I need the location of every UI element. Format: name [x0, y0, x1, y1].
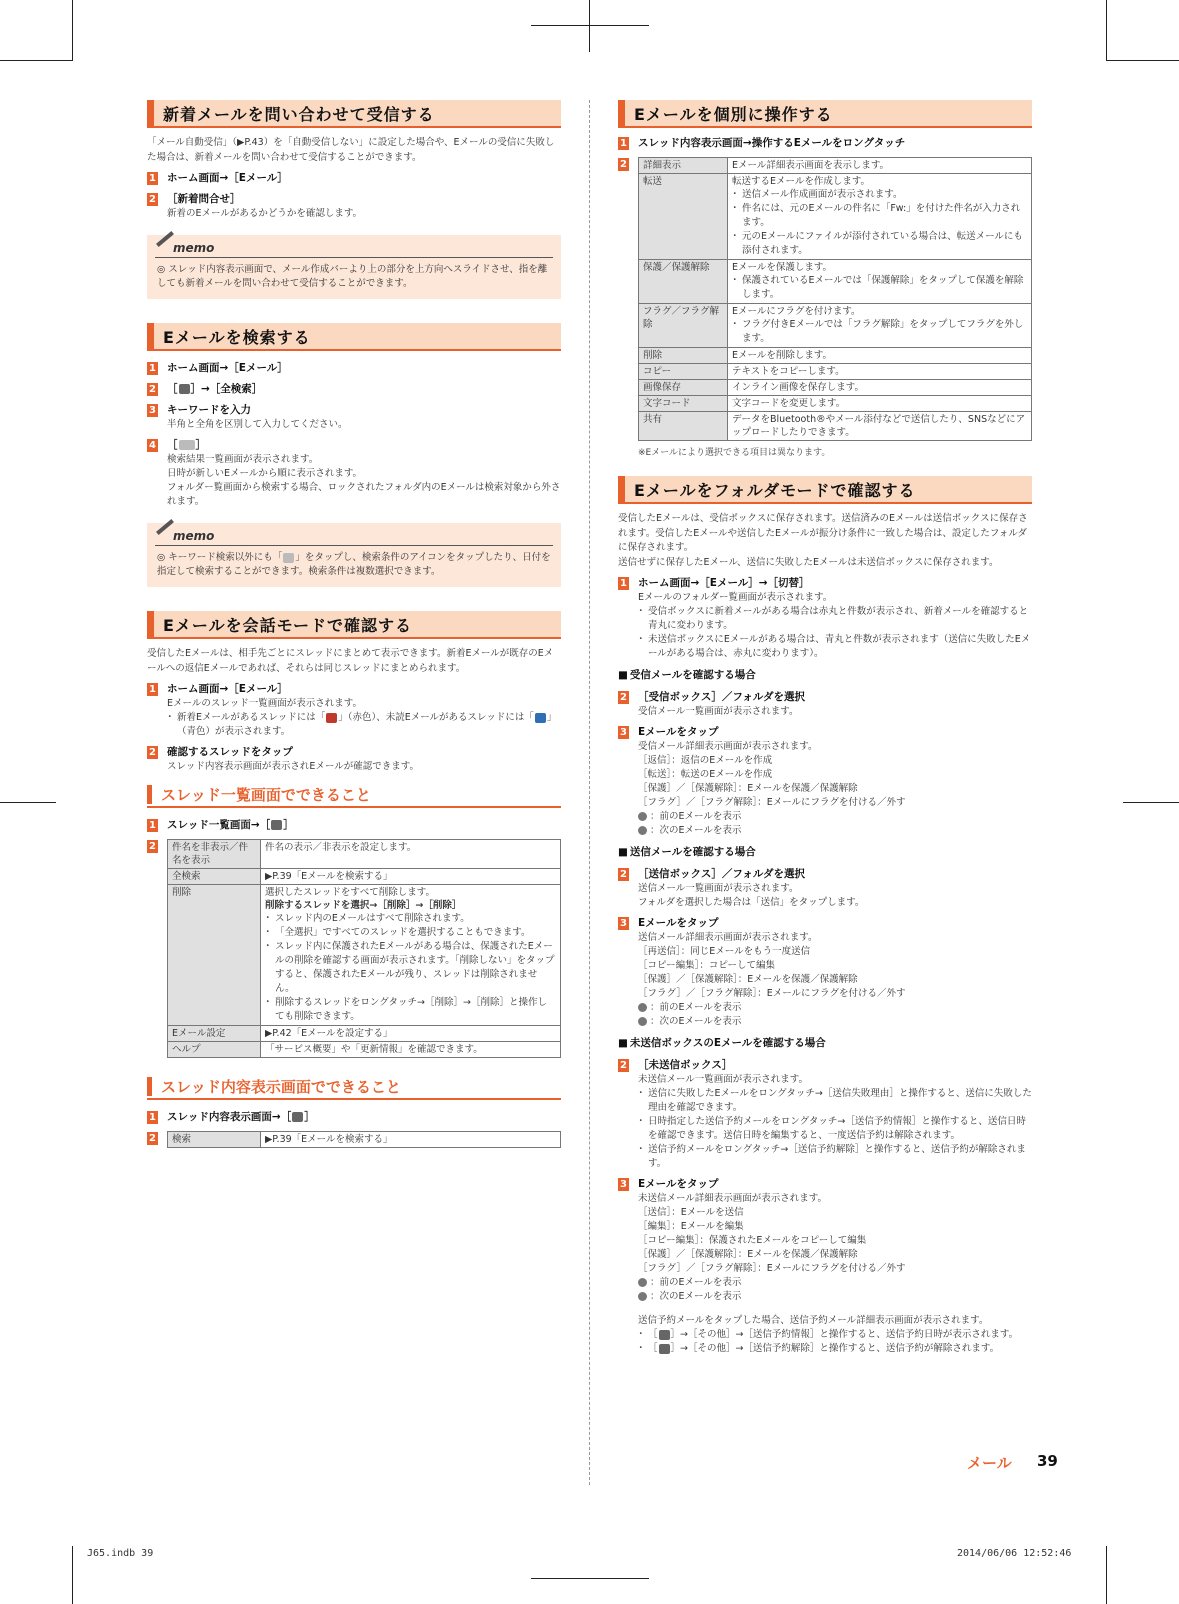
pen-icon [156, 519, 174, 535]
crop-mark [1106, 0, 1107, 60]
chevron-down-icon [283, 553, 294, 563]
step: 1 スレッド内容表示画面→操作するEメールをロングタッチ [618, 136, 1032, 151]
note-text: ※Eメールにより選択できる項目は異なります。 [638, 448, 831, 458]
subheading: ■ 送信メールを確認する場合 [618, 844, 1032, 859]
next-arrow-icon [638, 1003, 647, 1012]
crop-mark [531, 1578, 649, 1579]
step: 2 ［送信ボックス］／フォルダを選択 送信メール一覧画面が表示されます。 フォルダを選択した場合は「送信」をタップします。 [618, 867, 1032, 910]
unread-mail-icon [535, 713, 546, 723]
options-table: 件名を非表示／件名を表示 件名の表示／非表示を設定します。 全検索 ▶P.39「Eメールを検索する」 削除 選択したスレッドをすべて削除します。 削除するスレッドを選択→［削除］→［削除］ ・ スレッド内のEメールはすべて削除されます。 ・ 「全選択」ですべてのスレッドを選択することもできます。 ・ スレッド内に保護されたEメールがある場合は、保護されたEメールの削除を確認する画面が表示されます。「削除しない」をタップすると、保護されたEメールが残り、スレッドは削除されません。 ・ 削除するスレッドをロングタッチ→［削除］→［削除］と操作しても削除できます。 Eメール設定 ▶P.42「Eメールを設定する」 ヘルプ 「サービス概要」や「更新情報」を確認できます。 [167, 839, 561, 1058]
subheading: ■ 未送信ボックスのEメールを確認する場合 [618, 1035, 1032, 1050]
left-column [147, 100, 561, 1154]
crop-mark [1123, 802, 1179, 803]
step: 4 ［ ］ 検索結果一覧画面が表示されます。 日時が新しいEメールから順に表示されます。 フォルダー覧画面から検索する場合、ロックされたフォルダ内のEメールは検索対象から外されます。 [147, 438, 561, 509]
step: 1 スレッド内容表示画面→［ ］ [147, 1110, 561, 1125]
intro-text: 受信したEメールは、受信ボックスに保存されます。送信済みのEメールは送信ボックスに保存されます。受信したEメールや送信したEメールが振分け条件に一致した場合は、設定したフォルダに保存されます。 [618, 513, 1028, 553]
section-title: 新着メールを問い合わせて受信する [163, 105, 435, 124]
options-table: 検索 ▶P.39「Eメールを検索する」 [167, 1131, 561, 1148]
crop-mark [1106, 60, 1179, 61]
section-header: Eメールを検索する [147, 323, 561, 349]
crop-mark [0, 60, 73, 61]
subheading: ■ 受信メールを確認する場合 [618, 667, 1032, 682]
right-column [618, 100, 1032, 1362]
section-header [147, 100, 561, 126]
step: 1 ホーム画面→［Eメール］ [147, 171, 561, 186]
intro-text: 受信したEメールは、相手先ごとにスレッドにまとめて表示できます。新着Eメールが既存のEメールへの返信Eメールであれば、それらは同じスレッドにまとめられます。 [147, 648, 554, 674]
step: 3 Eメールをタップ 送信メール詳細表示画面が表示されます。 ［再送信］：同じEメールをもう一度送信 ［コピー編集］：コピーして編集 ［保護］／［保護解除］：Eメールを保護／保護解除 ［フラグ］／［フラグ解除］：Eメールにフラグを付ける／外す ：前のEメールを表示 ：次のEメールを表示 [618, 916, 1032, 1029]
search-icon [179, 440, 195, 450]
crop-mark [72, 0, 73, 60]
step: 2 検索 ▶P.39「Eメールを検索する」 [147, 1131, 561, 1148]
next-arrow-icon [638, 1278, 647, 1287]
menu-icon [292, 1112, 303, 1122]
intro-text: 送信せずに保存したEメール、送信に失敗したEメールは未送信ボックスに保存されます。 [618, 556, 999, 568]
section-header: Eメールを個別に操作する [618, 100, 1032, 126]
memo-box: memo ◎ スレッド内容表示画面で、メール作成バーより上の部分を上方向へスライドさせ、指を離しても新着メールを問い合わせて受信することができます。 [147, 235, 561, 299]
section-header: Eメールを会話モードで確認する [147, 611, 561, 637]
step: 3 Eメールをタップ 未送信メール詳細表示画面が表示されます。 ［送信］：Eメールを送信 ［編集］：Eメールを編集 ［コピー編集］：保護されたEメールをコピーして編集 ［保護］／［保護解除］：Eメールを保護／保護解除 ［フラグ］／［フラグ解除］：Eメールにフラグを付ける／外す ：前のEメールを表示 ：次のEメールを表示 送信予約メールをタップした場合、送信予約メール詳細表示画面が表示されます。 ・ ［ ］→［その他］→［送信予約情報］と操作すると、送信予約日時が表示されます。 ・ ［ ］→［その他］→［送信予約解除］と操作すると、送信予約が解除されます。 [618, 1177, 1032, 1356]
step: 2 ［ ］→［全検索］ [147, 382, 561, 397]
footer-section-title: メール [967, 1454, 1012, 1472]
subsection-header: スレッド内容表示画面でできること [147, 1076, 561, 1100]
crop-mark [589, 0, 590, 52]
pen-icon [156, 231, 174, 247]
subsection-header: スレッド一覧画面でできること [147, 784, 561, 808]
page-number: 39 [1037, 1452, 1058, 1470]
step: 1 ホーム画面→［Eメール］ Eメールのスレッド一覧画面が表示されます。 ・ 新着Eメールがあるスレッドには「 」（赤色）、未読Eメールがあるスレッドには「 」（青色）が表示されます。 [147, 682, 561, 739]
step: 2 確認するスレッドをタップ スレッド内容表示画面が表示されEメールが確認できます。 [147, 745, 561, 774]
options-table: 詳細表示 Eメール詳細表示画面を表示します。 転送 転送するEメールを作成します。 ・ 送信メール作成画面が表示されます。 ・ 件名には、元のEメールの件名に「Fw:」を付けた件名が入力されます。 ・ 元のEメールにファイルが添付されている場合は、転送メールにも添付されます。 保護／保護解除 Eメールを保護します。 ・ 保護されているEメールでは「保護解除」をタップして保護を解除します。 フラグ／フラグ解除 Eメールにフラグを付けます。 ・ フラグ付きEメールでは「フラグ解除」をタップしてフラグを外します。 削除 Eメールを削除します。 コピー テキストをコピーします。 画像保存 インライン画像を保存します。 文字コード 文字コードを変更します。 共有 データをBluetooth®やメール添付などで送信したり、SNSなどにアップロードしたりできます。 [638, 157, 1032, 441]
footer-date: 2014/06/06 12:52:46 [957, 1548, 1072, 1559]
step: 1 スレッド一覧画面→［ ］ [147, 818, 561, 833]
footer-file-name: J65.indb 39 [87, 1548, 154, 1559]
prev-arrow-icon [638, 1292, 647, 1301]
step: 3 キーワードを入力 半角と全角を区別して入力してください。 [147, 403, 561, 432]
prev-arrow-icon [638, 826, 647, 835]
section-header: Eメールをフォルダモードで確認する [618, 476, 1032, 502]
step: 1 ホーム画面→［Eメール］→［切替］ Eメールのフォルダー覧画面が表示されます。 ・ 受信ボックスに新着メールがある場合は赤丸と件数が表示され、新着メールを確認すると青丸に変わります。 ・ 未送信ボックスにEメールがある場合は、青丸と件数が表示されます（送信に失敗したEメールがある場合は、赤丸に変わります）。 [618, 576, 1032, 661]
crop-mark [1106, 1546, 1107, 1604]
memo-text: ◎ スレッド内容表示画面で、メール作成バーより上の部分を上方向へスライドさせ、指を離しても新着メールを問い合わせて受信することができます。 [157, 264, 548, 289]
menu-icon [271, 820, 282, 830]
crop-mark [0, 802, 56, 803]
new-mail-icon [326, 713, 337, 723]
step: 2 ［受信ボックス］／フォルダを選択 受信メール一覧画面が表示されます。 [618, 690, 1032, 719]
step: 1 ホーム画面→［Eメール］ [147, 361, 561, 376]
menu-icon [659, 1344, 670, 1354]
crop-mark [72, 1546, 73, 1604]
step: 2 詳細表示 Eメール詳細表示画面を表示します。 転送 転送するEメールを作成します。 ・ 送信メール作成画面が表示されます。 ・ 件名には、元のEメールの件名に「Fw:」を付けた件名が入力されます。 ・ 元のEメールにファイルが添付されている場合は、転送メールにも添付されます。 保護／保護解除 Eメールを保護します。 ・ 保護されているEメールでは「保護解除」をタップして保護を解除します。 フラグ／フラグ解除 Eメールにフラグを付けます。 ・ フラグ付きEメールでは「フラグ解除」をタップしてフラグを外します。 削除 Eメールを削除します。 コピー テキストをコピーします。 画像保存 インライン画像を保存します。 文字コード 文字コードを変更します。 共有 データをBluetooth®やメール添付などで送信したり、SNSなどにアップロードしたりできます。 ※Eメールにより選択できる項目は異なります。 [618, 157, 1032, 458]
step: 2 ［新着問合せ］ 新着のEメールがあるかどうかを確認します。 [147, 192, 561, 221]
menu-icon [659, 1330, 670, 1340]
step: 2 件名を非表示／件名を表示 件名の表示／非表示を設定します。 全検索 ▶P.39「Eメールを検索する」 削除 選択したスレッドをすべて削除します。 削除するスレッドを選択→［削除］→［削除］ ・ スレッド内のEメールはすべて削除されます。 ・ 「全選択」ですべてのスレッドを選択することもできます。 ・ スレッド内に保護されたEメールがある場合は、保護されたEメールの削除を確認する画面が表示されます。「削除しない」をタップすると、保護されたEメールが残り、スレッドは削除されません。 ・ 削除するスレッドをロングタッチ→［削除］→［削除］と操作しても削除できます。 Eメール設定 ▶P.42「Eメールを設定する」 ヘルプ 「サービス概要」や「更新情報」を確認できます。 [147, 839, 561, 1058]
step: 3 Eメールをタップ 受信メール詳細表示画面が表示されます。 ［返信］：返信のEメールを作成 ［転送］：転送のEメールを作成 ［保護］／［保護解除］：Eメールを保護／保護解除 ［フラグ］／［フラグ解除］：Eメールにフラグを付ける／外す ：前のEメールを表示 ：次のEメールを表示 [618, 725, 1032, 838]
intro-text: 「メール自動受信」（▶P.43）を「自動受信しない」に設定した場合や、Eメールの受信に失敗した場合は、新着メールを問い合わせて受信することができます。 [147, 137, 555, 163]
crop-mark [531, 25, 649, 26]
step: 2 ［未送信ボックス］ 未送信メール一覧画面が表示されます。 ・ 送信に失敗したEメールをロングタッチ→［送信失敗理由］と操作すると、送信に失敗した理由を確認できます。 ・ 日時指定した送信予約メールをロングタッチ→［送信予約情報］と操作すると、送信日時を確認できます。送信日時を編集すると、一度送信予約は解除されます。 ・ 送信予約メールをロングタッチ→［送信予約解除］と操作すると、送信予約が解除されます。 [618, 1058, 1032, 1171]
menu-icon [179, 384, 190, 394]
column-divider [589, 100, 590, 1485]
prev-arrow-icon [638, 1017, 647, 1026]
memo-box: memo ◎ キーワード検索以外にも「 」をタップし、検索条件のアイコンをタップしたり、日付を指定して検索することができます。検索条件は複数選択できます。 [147, 523, 561, 587]
next-arrow-icon [638, 812, 647, 821]
